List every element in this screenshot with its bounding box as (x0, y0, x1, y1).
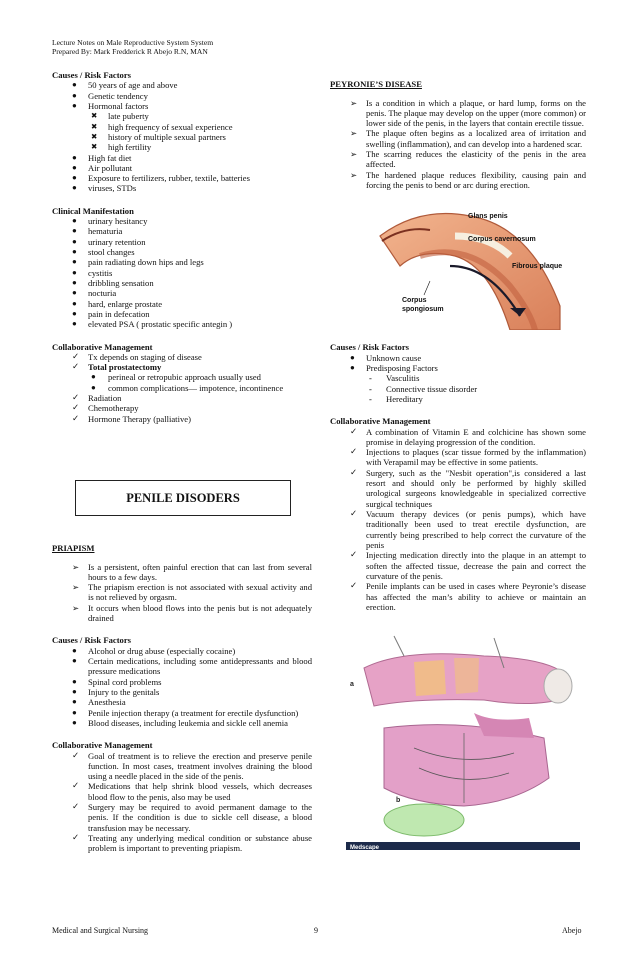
list-item: ● urinary hesitancy (72, 216, 148, 227)
list-item: ✓ Surgery may be required to avoid permanent damage to the penis. If the condition is due to sickle cell disease, a blood transfusion may be necessary. (72, 802, 312, 833)
bullet-icon: ● (91, 382, 96, 392)
bullet-icon: ● (72, 697, 77, 707)
bullet-icon: ● (72, 717, 77, 727)
label-fibrous-plaque: Fibrous plaque (512, 263, 563, 271)
left-column (52, 70, 312, 424)
medscape-brand: Medscape (350, 845, 380, 852)
bullet-icon: ● (350, 352, 355, 362)
arrow-bullet-icon: ➢ (350, 128, 358, 139)
list-item: ● dribbling sensation (72, 277, 154, 288)
bullet-icon: ● (72, 319, 77, 329)
section-heading: Collaborative Management (52, 740, 153, 751)
list-item: ● 50 years of age and above (72, 80, 178, 91)
list-item: ➢ The plaque often begins as a localized area of irritation and swelling (inflammation), and can develop into a hardened scar. (350, 128, 586, 149)
list-item: ✓ Tx depends on staging of disease (72, 351, 202, 362)
list-item: ● stool changes (72, 247, 135, 257)
clinical-list (52, 216, 312, 329)
list-item: ✓ Injecting medication directly into the plaque in an attempt to soften the affected tissue, decrease the pain and correct the curvature of the penis. (350, 550, 586, 581)
x-mark-icon: ✖ (91, 121, 98, 131)
list-item: ✖ high frequency of sexual experience (91, 121, 233, 132)
list-item: ● Injury to the genitals (72, 686, 160, 697)
bullet-icon: ● (72, 216, 77, 226)
header-line-2: Prepared By: Mark Fredderick R Abejo R.N, MAN (52, 47, 208, 57)
list-item: ➢ It occurs when blood flows into the penis but is not adequately drained (72, 602, 312, 624)
check-icon: ✓ (72, 802, 80, 812)
section-heading: Collaborative Management (330, 416, 431, 427)
list-item: ● Certain medications, including some antidepressants and blood pressure medications (72, 656, 312, 677)
check-icon: ✓ (72, 413, 80, 423)
list-item: ✓ Total prostatectomy (72, 362, 162, 373)
list-item: ✓ Medications that help shrink blood vessels, which decreases blood flow to the penis, also may be used (72, 781, 312, 802)
list-item: ✓ Surgery, such as the "Nesbit operation",is considered a last resort and should only be performed by highly skilled urological surgeons knowledgeable in specialized corrective surgical techniques (350, 467, 586, 509)
priapism-collab (52, 751, 312, 854)
list-item: ● Exposure to fertilizers, rubber, textile, batteries (72, 173, 250, 184)
dash-icon: - (369, 383, 372, 394)
list-item: ● common complications— impotence, incontinence (91, 382, 284, 393)
check-icon: ✓ (72, 833, 80, 842)
header-line-1: Lecture Notes on Male Reproductive System System (52, 38, 214, 47)
priapism-points (52, 562, 312, 624)
check-icon: ✓ (72, 393, 80, 403)
arrow-bullet-icon: ➢ (350, 169, 358, 180)
label-corpus-2: spongiosum (402, 306, 444, 314)
list-item: ● Spinal cord problems (72, 676, 162, 687)
check-icon: ✓ (72, 403, 80, 413)
list-item: ✖ late puberty (91, 111, 149, 122)
list-item: ✓ Radiation (72, 393, 122, 404)
bullet-icon: ● (72, 645, 77, 655)
list-item: ● pain in defecation (72, 308, 150, 319)
list-item: ✓ Injections to plaques (scar tissue formed by the inflammation) with Verapamil may be effective in some patients. (350, 447, 586, 468)
anatomy-illustration (360, 196, 570, 330)
page-header (52, 38, 213, 57)
bullet-icon: ● (72, 152, 77, 162)
list-item: ✖ high fertility (91, 142, 152, 153)
peyronie-points (330, 98, 586, 191)
bullet-icon: ● (350, 362, 355, 372)
check-icon: ✓ (350, 581, 358, 591)
list-item: ● Predisposing Factors (350, 362, 438, 373)
causes-list-continued (52, 153, 312, 194)
list-item: ➢ Is a condition in which a plaque, or hard lump, forms on the penis. The plaque may develop on the upper (more common) or lower side of the penis, in the layers that contain erectile tissue. (350, 97, 586, 129)
bullet-icon: ● (72, 257, 77, 267)
list-item: ✓ Chemotherapy (72, 403, 139, 414)
label-glans: Glans penis (468, 213, 508, 221)
list-item: ● pain radiating down hips and legs (72, 257, 204, 268)
list-item: ➢ The priapism erection is not associated with sexual activity and is not relieved by orgasm. (72, 582, 312, 603)
dash-icon: - (369, 393, 372, 404)
section-heading: Collaborative Management (52, 341, 153, 352)
arrow-bullet-icon: ➢ (72, 561, 80, 572)
bullet-icon: ● (72, 183, 77, 193)
list-item: ● hard, enlarge prostate (72, 298, 163, 309)
list-item: - Vasculitis (369, 373, 420, 384)
label-corpus-cavernosum: Corpus cavernosum (468, 236, 536, 244)
footer-right: Abejo (562, 926, 582, 935)
list-item: ✓ Goal of treatment is to relieve the erection and preserve penile function. In most cases, treatment involves draining the blood using a needle placed in the side of the penis. (72, 750, 312, 782)
check-icon: ✓ (350, 447, 358, 457)
arrow-bullet-icon: ➢ (72, 602, 80, 613)
list-item: - Connective tissue disorder (369, 383, 478, 394)
causes-list (52, 80, 312, 111)
bullet-icon: ● (72, 267, 77, 277)
list-item: ➢ The hardened plaque reduces flexibility, causing pain and forcing the penis to bend or arc during erection. (350, 169, 586, 190)
bullet-icon: ● (72, 100, 77, 110)
prostatectomy-sublist (52, 372, 312, 393)
bullet-icon: ● (72, 80, 77, 90)
section-heading: Causes / Risk Factors (52, 635, 132, 646)
list-item: ● Blood diseases, including leukemia and sickle cell anemia (72, 717, 288, 728)
check-icon: ✓ (350, 509, 358, 518)
list-item: ● Hormonal factors (72, 100, 149, 111)
collab-list-continued (52, 393, 312, 424)
bullet-icon: ● (72, 656, 77, 665)
list-item: ✓ Hormone Therapy (palliative) (72, 413, 191, 424)
list-item: ✓ Penile implants can be used in cases where Peyronie’s disease has affected the man’s ability to achieve or maintain an erection. (350, 581, 586, 612)
list-item: ● Unknown cause (350, 352, 422, 363)
footer-left: Medical and Surgical Nursing (52, 926, 149, 935)
page-number: 9 (314, 926, 318, 935)
peyronie-anatomy-figure (360, 196, 570, 330)
bullet-icon: ● (72, 226, 77, 236)
collab-list (52, 352, 312, 373)
list-item: ● Air pollutant (72, 162, 133, 173)
arrow-bullet-icon: ➢ (350, 97, 358, 108)
list-item: - Hereditary (369, 393, 423, 404)
list-item: ✓ Vacuum therapy devices (or penis pumps), which have traditionally been used to treat erectile dysfunction, are currently being prescribed to help correct the curvature of the penis (350, 509, 586, 550)
x-mark-icon: ✖ (91, 131, 98, 141)
bullet-icon: ● (72, 277, 77, 287)
bullet-icon: ● (72, 288, 77, 298)
priapism-causes (52, 646, 312, 729)
bullet-icon: ● (72, 676, 77, 686)
surgical-illustration (344, 628, 582, 856)
list-item: ✓ Treating any underlying medical condition or substance abuse problem is important to preventing priapism. (72, 833, 312, 854)
list-item: ● elevated PSA ( prostatic specific antegin ) (72, 319, 233, 330)
bullet-icon: ● (72, 707, 77, 717)
peyronie-collab (330, 427, 586, 613)
bullet-icon: ● (72, 686, 77, 696)
arrow-bullet-icon: ➢ (72, 582, 80, 593)
priapism-title: PRIAPISM (52, 542, 95, 553)
check-icon: ✓ (350, 426, 358, 436)
section-heading: Causes / Risk Factors (330, 342, 410, 353)
list-item: ● viruses, STDs (72, 183, 137, 194)
list-item: ➢ The scarring reduces the elasticity of the penis in the area affected. (350, 149, 586, 170)
bullet-icon: ● (72, 236, 77, 246)
list-item: ● Genetic tendency (72, 90, 148, 101)
peyronie-title: PEYRONIE’S DISEASE (330, 78, 422, 89)
surgical-figure (344, 628, 582, 856)
predisposing-sublist (330, 373, 586, 404)
list-item: ● urinary retention (72, 236, 146, 247)
bullet-icon: ● (72, 247, 77, 256)
list-item: ● nocturia (72, 288, 117, 299)
list-item: ● Anesthesia (72, 697, 126, 708)
label-corpus-1: Corpus (402, 297, 427, 305)
bullet-icon: ● (72, 308, 77, 318)
bullet-icon: ● (72, 90, 77, 100)
list-item: ● hematuria (72, 226, 123, 237)
arrow-bullet-icon: ➢ (350, 149, 358, 160)
right-column (330, 70, 586, 856)
check-icon: ✓ (350, 467, 358, 477)
x-mark-icon: ✖ (91, 142, 98, 152)
check-icon: ✓ (72, 750, 80, 760)
list-item: ✓ A combination of Vitamin E and colchicine has shown some promise in delaying progression of the condition. (350, 426, 586, 447)
list-item: ● High fat diet (72, 152, 132, 163)
check-icon: ✓ (72, 781, 80, 791)
x-mark-icon: ✖ (91, 111, 98, 121)
peyronie-causes (330, 353, 586, 374)
bullet-icon: ● (72, 162, 77, 172)
hormonal-sublist (52, 111, 312, 152)
bullet-icon: ● (72, 298, 77, 308)
bullet-icon: ● (91, 372, 96, 382)
label-a: a (350, 681, 354, 689)
list-item: ● Penile injection therapy (a treatment for erectile dysfunction) (72, 707, 299, 718)
section-heading: Clinical Manifestation (52, 205, 134, 216)
list-item: ➢ Is a persistent, often painful erection that can last from several hours to a few days. (72, 561, 312, 582)
priapism-section (52, 534, 312, 854)
label-b: b (396, 797, 401, 805)
list-item: ● cystitis (72, 267, 113, 278)
box-title: PENILE DISODERS (126, 490, 240, 505)
section-heading: Causes / Risk Factors (52, 70, 132, 80)
list-item: ● Alcohol or drug abuse (especially cocaine) (72, 645, 236, 656)
penile-disorders-title-box (75, 480, 291, 516)
check-icon: ✓ (72, 362, 80, 372)
check-icon: ✓ (350, 550, 358, 560)
check-icon: ✓ (72, 351, 80, 361)
bullet-icon: ● (72, 173, 77, 183)
list-item: ● perineal or retropubic approach usually used (91, 372, 261, 383)
list-item: ✖ history of multiple sexual partners (91, 131, 226, 142)
dash-icon: - (369, 373, 372, 384)
